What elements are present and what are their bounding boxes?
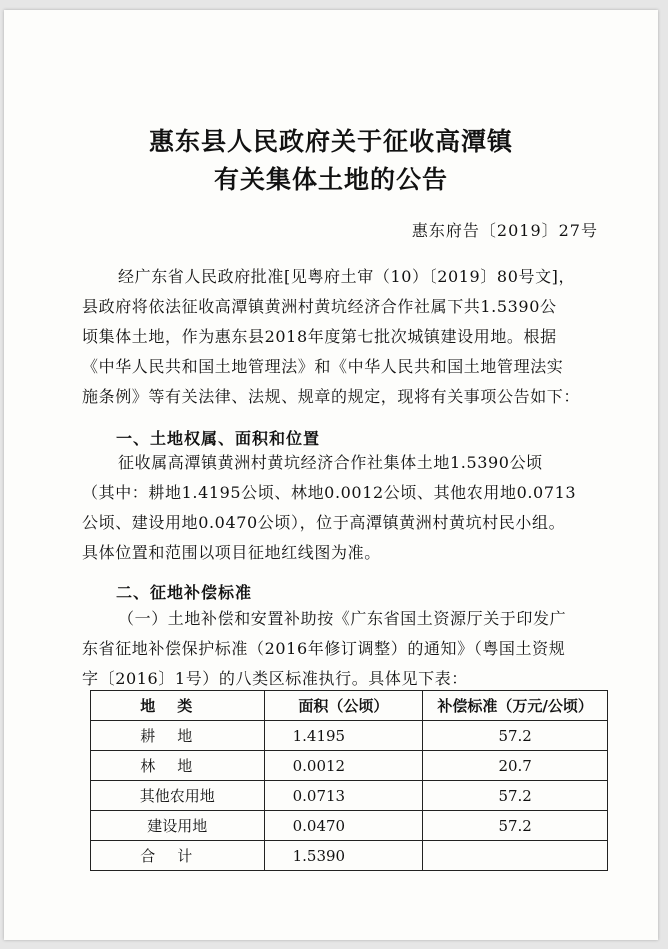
header-standard: 补偿标准（万元/公顷） — [423, 691, 608, 721]
cell-standard: 57.2 — [423, 721, 608, 751]
cell-area: 0.0012 — [264, 751, 423, 781]
table-row — [91, 811, 608, 841]
cell-area: 1.5390 — [264, 841, 423, 871]
table-row — [91, 781, 608, 811]
table-row — [91, 721, 608, 751]
cell-land-type: 建设用地 — [91, 811, 265, 841]
document-page — [4, 10, 658, 940]
intro-line: 县政府将依法征收高潭镇黄洲村黄坑经济合作社属下共1.5390公 — [82, 297, 557, 316]
cell-standard — [423, 841, 608, 871]
cell-standard: 57.2 — [423, 811, 608, 841]
cell-area: 1.4195 — [264, 721, 423, 751]
intro-line: 经广东省人民政府批准[见粤府土审（10）〔2019〕80号文]， — [118, 267, 576, 286]
intro-line: 施条例》等有关法律、法规、规章的规定，现将有关事项公告如下： — [82, 387, 581, 406]
table-total-row — [91, 841, 608, 871]
document-title-line-1: 惠东县人民政府关于征收高潭镇 — [148, 127, 513, 156]
intro-paragraph — [82, 262, 602, 412]
header-land-type: 地类 — [91, 691, 265, 721]
table-header-row — [91, 691, 608, 721]
cell-land-type: 其他农用地 — [91, 781, 265, 811]
cell-land-type: 林地 — [91, 751, 265, 781]
cell-area: 0.0713 — [264, 781, 423, 811]
section-1-line: 征收属高潭镇黄洲村黄坑经济合作社集体土地1.5390公顷 — [118, 453, 543, 472]
section-2-line: 东省征地补偿保护标准（2016年修订调整）的通知》（粤国土资规 — [82, 639, 566, 658]
section-1-line: 公顷、建设用地0.0470公顷），位于高潭镇黄洲村黄坑村民小组。 — [82, 513, 566, 532]
document-title-line-2: 有关集体土地的公告 — [213, 165, 448, 194]
section-1-paragraph — [82, 448, 602, 568]
intro-line: 顷集体土地，作为惠东县2018年度第七批次城镇建设用地。根据 — [82, 327, 557, 346]
cell-land-type: 合计 — [91, 841, 265, 871]
section-1-line: （其中：耕地1.4195公顷、林地0.0012公顷、其他农用地0.0713 — [82, 483, 577, 502]
cell-standard: 20.7 — [423, 751, 608, 781]
intro-line: 《中华人民共和国土地管理法》和《中华人民共和国土地管理法实 — [82, 357, 564, 376]
cell-area: 0.0470 — [264, 811, 423, 841]
section-2-line: 字〔2016〕1号）的八类区标准执行。具体见下表： — [82, 669, 468, 688]
section-1-line: 具体位置和范围以项目征地红线图为准。 — [82, 543, 381, 562]
section-2-line: （一）土地补偿和安置补助按《广东省国土资源厅关于印发广 — [118, 609, 567, 628]
header-area: 面积（公顷） — [264, 691, 423, 721]
table-row — [91, 751, 608, 781]
cell-standard: 57.2 — [423, 781, 608, 811]
section-2-paragraph — [82, 604, 602, 694]
section-2-heading: 二、征地补偿标准 — [116, 583, 253, 602]
document-number: 惠东府告〔2019〕27号 — [411, 221, 598, 240]
cell-land-type: 耕地 — [91, 721, 265, 751]
compensation-table — [90, 690, 608, 871]
section-1-heading: 一、土地权属、面积和位置 — [116, 429, 321, 448]
